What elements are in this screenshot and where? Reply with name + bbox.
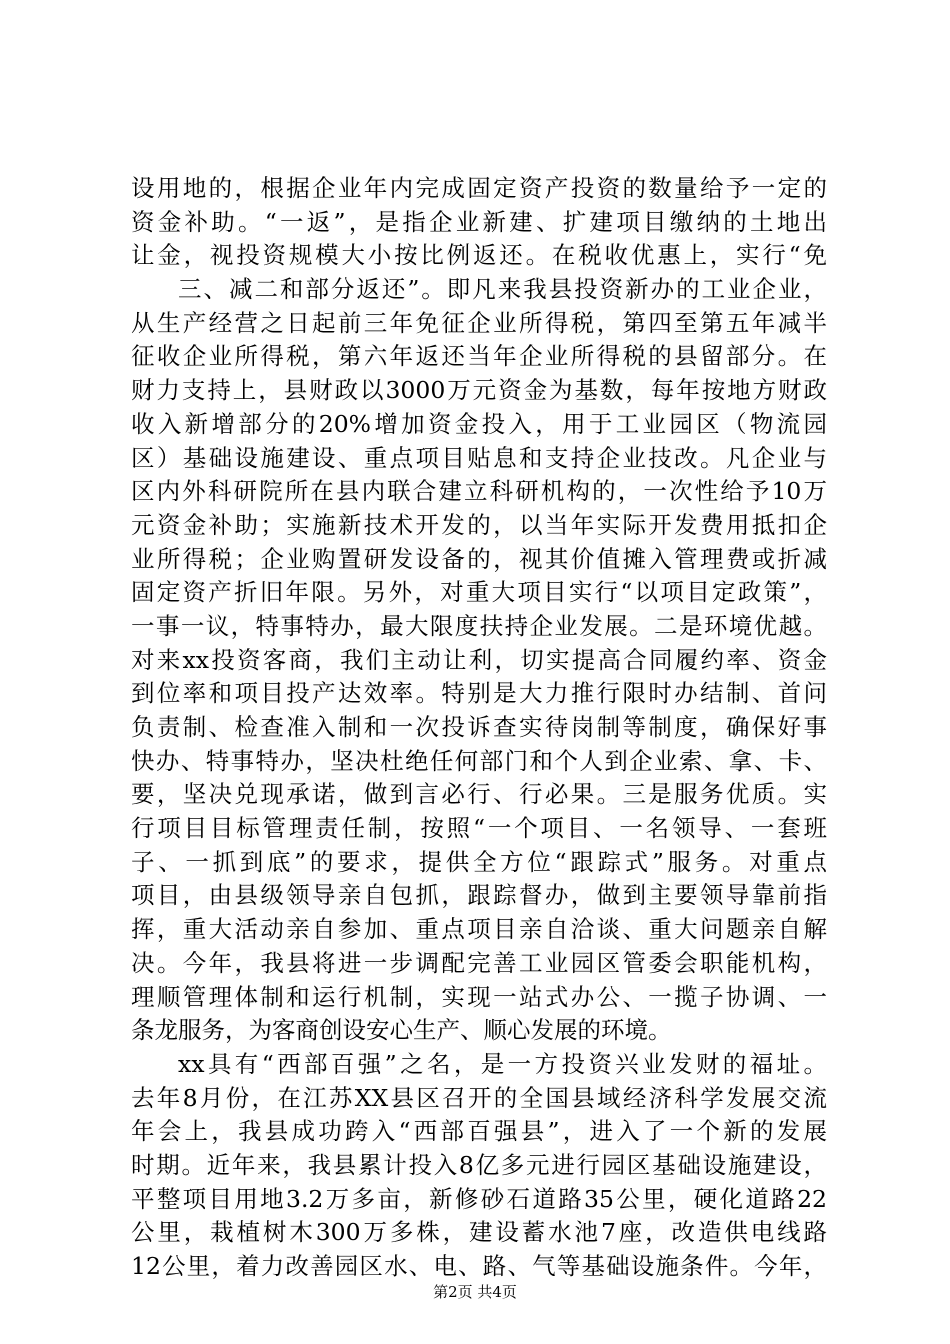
text-line: 固定资产折旧年限。另外，对重大项目实行“以项目定政策”， [131, 578, 827, 607]
text-line: 理顺管理体制和运行机制，实现一站式办公、一揽子协调、一 [131, 982, 827, 1011]
text-line: 要，坚决兑现承诺，做到言必行、行必果。三是服务优质。实 [131, 780, 827, 809]
text-line: 从生产经营之日起前三年免征企业所得税，第四至第五年减半 [131, 308, 827, 337]
text-line: 条龙服务，为客商创设安心生产、顺心发展的环境。 [131, 1016, 672, 1045]
text-line: 决。今年，我县将进一步调配完善工业园区管委会职能机构， [131, 948, 827, 977]
text-line: 区内外科研院所在县内联合建立科研机构的，一次性给予10万 [131, 477, 827, 506]
text-line: 设用地的，根据企业年内完成固定资产投资的数量给予一定的 [131, 174, 827, 202]
text-line: 资金补助。“一返”，是指企业新建、扩建项目缴纳的土地出 [131, 207, 827, 236]
text-line: 对来xx投资客商，我们主动让利，切实提高合同履约率、资金 [131, 645, 827, 674]
text-line: 区）基础设施建设、重点项目贴息和支持企业技改。凡企业与 [131, 443, 827, 472]
text-line: xx具有“西部百强”之名，是一方投资兴业发财的福址。 [178, 1049, 827, 1078]
text-line: 财力支持上，县财政以3000万元资金为基数，每年按地方财政 [131, 376, 827, 405]
text-line: 到位率和项目投产达效率。特别是大力推行限时办结制、首问 [131, 679, 827, 708]
text-line: 平整项目用地3.2万多亩，新修砂石道路35公里，硬化道路22 [131, 1184, 827, 1213]
text-line: 三、减二和部分返还”。即凡来我县投资新办的工业企业， [178, 275, 827, 304]
text-line: 时期。近年来，我县累计投入8亿多元进行园区基础设施建设， [131, 1150, 827, 1179]
text-line: 业所得税；企业购置研发设备的，视其价值摊入管理费或折减 [131, 544, 827, 573]
text-line: 年会上，我县成功跨入“西部百强县”，进入了一个新的发展 [131, 1117, 827, 1146]
text-line: 公里，栽植树木300万多株，建设蓄水池7座，改造供电线路 [131, 1218, 827, 1247]
text-line: 元资金补助；实施新技术开发的，以当年实际开发费用抵扣企 [131, 510, 827, 539]
text-line: 征收企业所得税，第六年返还当年企业所得税的县留部分。在 [131, 342, 827, 371]
text-line: 快办、特事特办，坚决杜绝任何部门和个人到企业索、拿、卡、 [131, 746, 827, 775]
document-body [131, 172, 827, 1284]
text-line: 行项目目标管理责任制，按照“一个项目、一名领导、一套班 [131, 814, 827, 843]
text-line: 让金，视投资规模大小按比例返还。在税收优惠上，实行“免 [131, 241, 827, 270]
text-line: 负责制、检查准入制和一次投诉查实待岗制等制度，确保好事 [131, 713, 827, 741]
text-line: 12公里，着力改善园区水、电、路、气等基础设施条件。今年， [131, 1252, 827, 1280]
text-line: 挥，重大活动亲自参加、重点项目亲自洽谈、重大问题亲自解 [131, 915, 827, 944]
text-line: 项目，由县级领导亲自包抓，跟踪督办，做到主要领导靠前指 [131, 881, 827, 910]
text-line: 子、一抓到底”的要求，提供全方位“跟踪式”服务。对重点 [131, 847, 827, 876]
text-line: 收入新增部分的20%增加资金投入，用于工业园区（物流园 [131, 409, 827, 438]
page-number: 第2页 共4页 [433, 1283, 517, 1301]
text-line: 去年8月份，在江苏XX县区召开的全国县域经济科学发展交流 [131, 1083, 827, 1112]
text-line: 一事一议，特事特办，最大限度扶持企业发展。二是环境优越。 [131, 611, 827, 640]
